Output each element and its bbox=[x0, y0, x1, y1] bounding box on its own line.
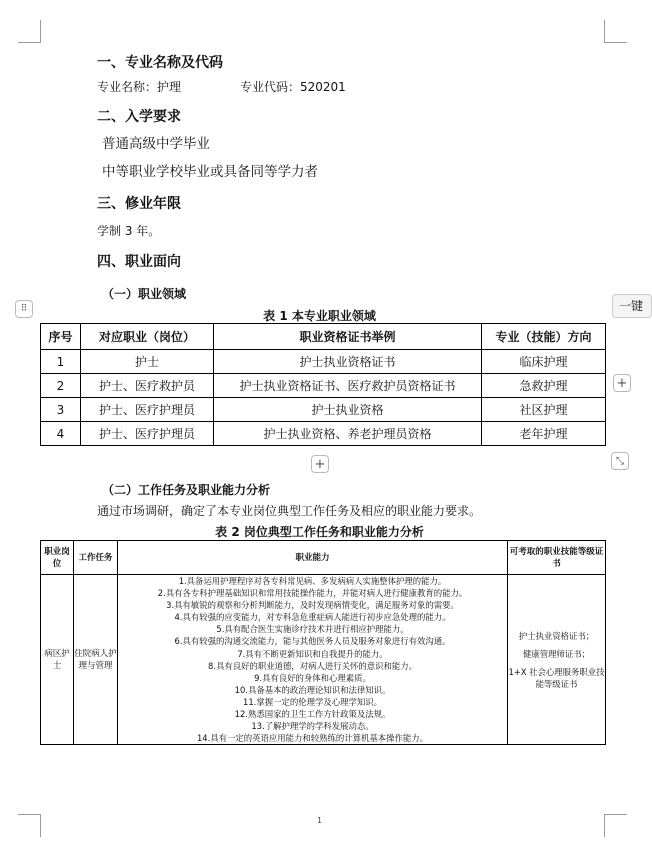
header-cell: 职业资格证书举例 bbox=[214, 324, 482, 350]
table-cell: 护士 bbox=[81, 350, 214, 374]
header-cell: 对应职业（岗位） bbox=[81, 324, 214, 350]
ability-item: 5.具有配合医生实施诊疗技术并进行相应护理能力。 bbox=[216, 624, 409, 635]
table-cell: 护士执业资格、养老护理员资格 bbox=[214, 422, 482, 446]
subsection-2-heading: （二）工作任务及职业能力分析 bbox=[102, 483, 271, 497]
ability-item: 11.掌握一定的伦理学及心理学知识。 bbox=[243, 696, 382, 707]
study-duration: 学制 3 年。 bbox=[97, 224, 161, 238]
header-cell: 序号 bbox=[41, 324, 81, 350]
table-drag-handle-icon[interactable]: ⠿ bbox=[15, 300, 33, 318]
major-name: 专业名称：护理 bbox=[97, 80, 182, 94]
header-cell bbox=[41, 541, 74, 575]
add-column-icon[interactable]: + bbox=[613, 374, 631, 392]
header-label: 工作任务 bbox=[78, 552, 113, 563]
ability-item: 3.具有敏锐的观察和分析判断能力，及时发现病情变化，满足服务对象的需要。 bbox=[166, 600, 459, 611]
table-cell: 护士执业资格证书、医疗救护员资格证书 bbox=[214, 374, 482, 398]
ability-item: 4.具有较强的应变能力，对专科急危重症病人能进行初步应急处理的能力。 bbox=[174, 612, 451, 623]
header-cell bbox=[118, 541, 508, 575]
header-cell bbox=[74, 541, 118, 575]
ability-item: 6.具有较强的沟通交流能力，能与其他医务人员及服务对象进行有效沟通。 bbox=[174, 636, 451, 647]
resize-table-icon[interactable]: ⤡ bbox=[611, 452, 629, 470]
table-cell: 护士、医疗救护员 bbox=[81, 374, 214, 398]
intro-paragraph: 通过市场调研，确定了本专业岗位典型工作任务及相应的职业能力要求。 bbox=[97, 504, 482, 518]
table-row bbox=[41, 374, 606, 398]
ability-item: 8.具有良好的职业道德，对病人进行关怀的意识和能力。 bbox=[208, 660, 417, 671]
table-row bbox=[41, 575, 606, 745]
table-cell: 社区护理 bbox=[482, 398, 606, 422]
table-cell: 护士、医疗护理员 bbox=[81, 398, 214, 422]
section-4-heading: 四、职业面向 bbox=[97, 254, 181, 270]
ability-item: 7.具有不断更新知识和自我提升的能力。 bbox=[237, 648, 388, 659]
requirement-1: 普通高级中学毕业 bbox=[102, 136, 210, 152]
table-header-row bbox=[41, 541, 606, 575]
table-cell: 2 bbox=[41, 374, 81, 398]
header-label: 职业能力 bbox=[295, 552, 330, 563]
table-cell: 老年护理 bbox=[482, 422, 606, 446]
task-cell bbox=[74, 575, 118, 745]
table-occupation-field bbox=[40, 323, 606, 446]
certificate-item: 健康管理师证书； bbox=[523, 648, 590, 659]
requirement-2: 中等职业学校毕业或具备同等学力者 bbox=[102, 164, 318, 180]
table-cell: 护士、医疗护理员 bbox=[81, 422, 214, 446]
post-cell bbox=[41, 575, 74, 745]
page-corner-mark bbox=[604, 20, 627, 43]
ability-item: 13.了解护理学的学科发展动态。 bbox=[251, 721, 374, 732]
add-row-icon[interactable]: + bbox=[311, 455, 329, 473]
ability-item: 2.具有各专科护理基础知识和常用技能操作能力，并能对病人进行健康教育的能力。 bbox=[157, 588, 468, 599]
certificate-item: 1+X 社会心理服务职业技能等级证书 bbox=[508, 666, 605, 689]
section-3-heading: 三、修业年限 bbox=[97, 196, 181, 212]
abilities-cell bbox=[118, 575, 508, 745]
table-2-caption: 表 2 岗位典型工作任务和职业能力分析 bbox=[215, 525, 424, 539]
table-row bbox=[41, 398, 606, 422]
post-label: 病区护士 bbox=[44, 648, 70, 671]
page-number: 1 bbox=[316, 816, 323, 825]
certificates-cell bbox=[508, 575, 606, 745]
table-1-caption: 表 1 本专业职业领域 bbox=[263, 309, 376, 323]
header-label: 职业岗位 bbox=[44, 546, 70, 569]
certificate-item: 护士执业资格证书； bbox=[518, 630, 595, 641]
header-cell bbox=[508, 541, 606, 575]
table-cell: 3 bbox=[41, 398, 81, 422]
ability-item: 14.具有一定的英语应用能力和较熟练的计算机基本操作能力。 bbox=[196, 733, 429, 744]
table-header-row bbox=[41, 324, 606, 350]
major-code: 专业代码：520201 bbox=[240, 80, 346, 94]
table-cell: 急救护理 bbox=[482, 374, 606, 398]
side-tab[interactable]: 一键 bbox=[612, 294, 652, 318]
header-cell: 专业（技能）方向 bbox=[482, 324, 606, 350]
table-cell: 4 bbox=[41, 422, 81, 446]
section-1-heading: 一、专业名称及代码 bbox=[97, 55, 223, 71]
table-cell: 临床护理 bbox=[482, 350, 606, 374]
table-task-analysis bbox=[40, 540, 606, 745]
subsection-1-heading: （一）职业领域 bbox=[102, 287, 187, 301]
ability-item: 1.具备运用护理程序对各专科常见病、多发病病人实施整体护理的能力。 bbox=[178, 576, 447, 586]
task-label: 住院病人护理与管理 bbox=[74, 648, 117, 671]
table-cell: 1 bbox=[41, 350, 81, 374]
table-row bbox=[41, 350, 606, 374]
table-cell: 护士执业资格 bbox=[214, 398, 482, 422]
header-label: 可考取的职业技能等级证书 bbox=[509, 546, 604, 569]
page-corner-mark bbox=[18, 20, 41, 43]
ability-item: 12.熟悉国家的卫生工作方针政策及法规。 bbox=[234, 709, 391, 720]
table-cell: 护士执业资格证书 bbox=[214, 350, 482, 374]
table-row bbox=[41, 422, 606, 446]
ability-item: 10.具备基本的政治理论知识和法律知识。 bbox=[234, 684, 391, 695]
section-2-heading: 二、入学要求 bbox=[97, 109, 181, 125]
ability-item: 9.具有良好的身体和心理素质。 bbox=[254, 672, 371, 683]
